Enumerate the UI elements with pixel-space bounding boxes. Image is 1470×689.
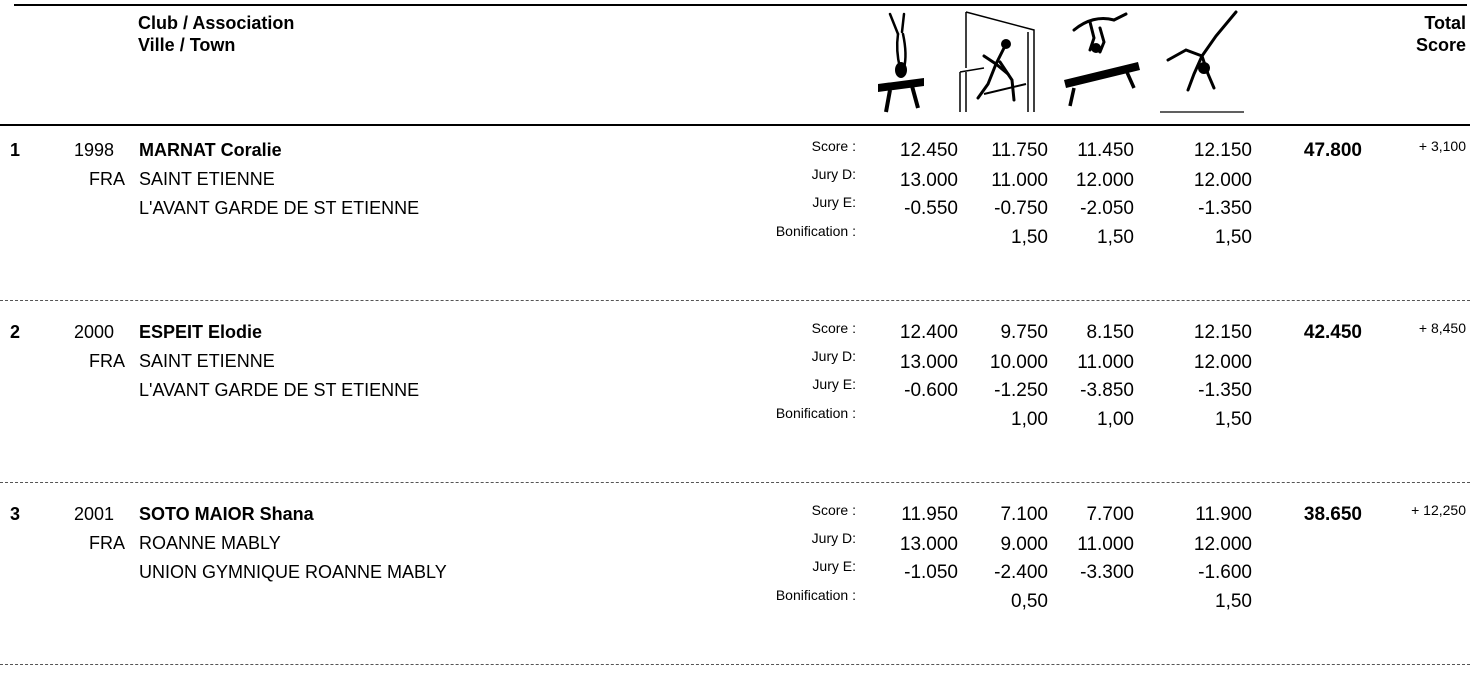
jury-d-value: 12.000 [1193,352,1252,373]
club-name: L'AVANT GARDE DE ST ETIENNE [139,198,420,218]
bonification-label: Bonification : [775,587,856,603]
jury-d-value: 13.000 [899,534,958,555]
jury-d-value: 12.000 [1075,170,1134,191]
birth-year: 2000 [74,322,115,342]
row-separator [0,300,1470,301]
score-value: 11.450 [1077,140,1134,161]
score-label: Score : [811,502,856,518]
jury-e-value: -1.350 [1198,198,1252,219]
jury-d-value: 13.000 [899,170,958,191]
bonif-value: 1,50 [1097,227,1134,248]
jury-d-value: 12.000 [1193,170,1252,191]
bonif-value: 1,00 [1011,409,1048,430]
town-column-header: Ville / Town [138,35,236,55]
bonif-value: 1,50 [1215,409,1252,430]
club-name: UNION GYMNIQUE ROANNE MABLY [139,562,447,582]
score-label: Score : [811,320,856,336]
top-rule [14,4,1467,6]
jury-d-value: 12.000 [1193,534,1252,555]
jury-e-value: -0.600 [904,380,958,401]
jury-e-value: -3.300 [1080,562,1134,583]
total-header-line1: Total [1424,13,1466,33]
jury-d-value: 13.000 [899,352,958,373]
gymnast-name: SOTO MAIOR Shana [139,504,314,524]
score-value: 12.150 [1193,140,1252,161]
bonif-value: 1,50 [1011,227,1048,248]
jury-e-value: -1.350 [1198,380,1252,401]
score-value: 12.150 [1193,322,1252,343]
balance-beam-icon [1060,8,1150,108]
jury-d-value: 11.000 [1077,352,1134,373]
jury-d-value: 11.000 [1077,534,1134,555]
bonification-label: Bonification : [775,405,856,421]
birth-year: 1998 [74,140,115,160]
jury-e-value: -1.600 [1198,562,1252,583]
rank: 3 [10,504,21,524]
floor-exercise-icon [1158,10,1248,116]
jury-d-label: Jury D: [811,166,856,182]
jury-d-label: Jury D: [811,348,856,364]
country-code: FRA [89,169,125,189]
gap-to-leader: + 12,250 [1411,502,1466,518]
jury-d-value: 10.000 [989,352,1048,373]
country-code: FRA [89,533,125,553]
vault-icon [868,10,938,116]
jury-e-label: Jury E: [812,194,856,210]
rank: 2 [10,322,21,342]
score-value: 12.450 [899,140,958,161]
score-value: 12.400 [899,322,958,343]
gymnast-name: ESPEIT Elodie [139,322,263,342]
town: SAINT ETIENNE [139,169,275,189]
bonif-value: 1,50 [1215,591,1252,612]
jury-d-value: 9.000 [1000,534,1048,555]
jury-e-value: -1.250 [994,380,1048,401]
row-separator [0,482,1470,483]
gap-to-leader: + 8,450 [1418,320,1466,336]
total-score: 47.800 [1303,140,1362,161]
jury-e-value: -0.750 [994,198,1048,219]
score-value: 7.100 [1000,504,1048,525]
jury-e-value: -1.050 [904,562,958,583]
birth-year: 2001 [74,504,115,524]
score-value: 11.950 [901,504,958,525]
header-rule [0,124,1470,126]
score-value: 9.750 [1000,322,1048,343]
score-value: 7.700 [1086,504,1134,525]
bonification-label: Bonification : [775,223,856,239]
jury-e-value: -3.850 [1080,380,1134,401]
bonif-value: 0,50 [1011,591,1048,612]
score-label: Score : [811,138,856,154]
rank: 1 [10,140,21,160]
jury-e-label: Jury E: [812,558,856,574]
club-column-header: Club / Association [138,13,295,33]
total-header-line2: Score [1415,35,1466,55]
jury-d-value: 11.000 [991,170,1048,191]
total-score: 38.650 [1303,504,1362,525]
total-score: 42.450 [1303,322,1362,343]
jury-e-label: Jury E: [812,376,856,392]
jury-e-value: -2.050 [1080,198,1134,219]
score-value: 11.900 [1195,504,1252,525]
bonif-value: 1,00 [1097,409,1134,430]
jury-e-value: -2.400 [994,562,1048,583]
country-code: FRA [89,351,125,371]
town: ROANNE MABLY [139,533,281,553]
gap-to-leader: + 3,100 [1418,138,1466,154]
uneven-bars-icon [956,8,1042,118]
town: SAINT ETIENNE [139,351,275,371]
row-separator [0,664,1470,665]
club-name: L'AVANT GARDE DE ST ETIENNE [139,380,420,400]
jury-d-label: Jury D: [811,530,856,546]
jury-e-value: -0.550 [904,198,958,219]
gymnast-name: MARNAT Coralie [139,140,282,160]
score-value: 11.750 [991,140,1048,161]
score-value: 8.150 [1086,322,1134,343]
bonif-value: 1,50 [1215,227,1252,248]
